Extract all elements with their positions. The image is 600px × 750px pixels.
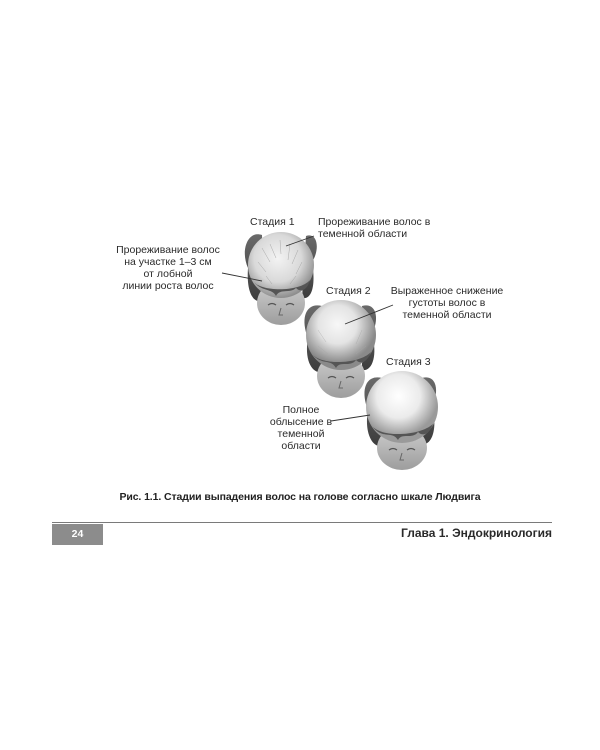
stage1-head — [245, 232, 317, 325]
footer-divider — [52, 522, 552, 523]
stage3-left-line2: облысение в — [269, 416, 333, 428]
stage1-left-label — [108, 244, 228, 292]
figure-caption: Рис. 1.1. Стадии выпадения волос на голове согласно шкале Людвига — [119, 491, 481, 503]
stage3-left-line4: области — [281, 440, 321, 452]
stage1-right-label — [318, 216, 430, 240]
stage2-right-line1: Выраженное снижение — [390, 285, 504, 297]
stage3-left-line1: Полное — [282, 404, 320, 416]
stage3-left-label — [262, 404, 340, 452]
page-number: 24 — [52, 524, 103, 545]
stage3-title: Стадия 3 — [386, 356, 431, 368]
stage2-title: Стадия 2 — [326, 285, 371, 297]
stage2-right-line3: теменной области — [402, 309, 492, 321]
stage3-left-line3: теменной — [277, 428, 325, 440]
stage2-head — [304, 300, 376, 398]
stage1-right-line1: Прореживание волос в — [318, 216, 431, 228]
stage1-left-line3: от лобной — [143, 268, 193, 280]
stage3-head — [364, 371, 438, 470]
stage2-right-label — [387, 285, 507, 321]
stage2-right-line2: густоты волос в — [408, 297, 486, 309]
stage1-left-line4: линии роста волос — [122, 280, 214, 292]
chapter-title: Глава 1. Эндокринология — [401, 526, 552, 540]
stage1-title: Стадия 1 — [250, 216, 295, 228]
stage1-left-line2: на участке 1–3 см — [124, 256, 212, 268]
stage1-left-line1: Прореживание волос — [116, 244, 220, 256]
stage1-right-line2: теменной области — [318, 228, 408, 240]
